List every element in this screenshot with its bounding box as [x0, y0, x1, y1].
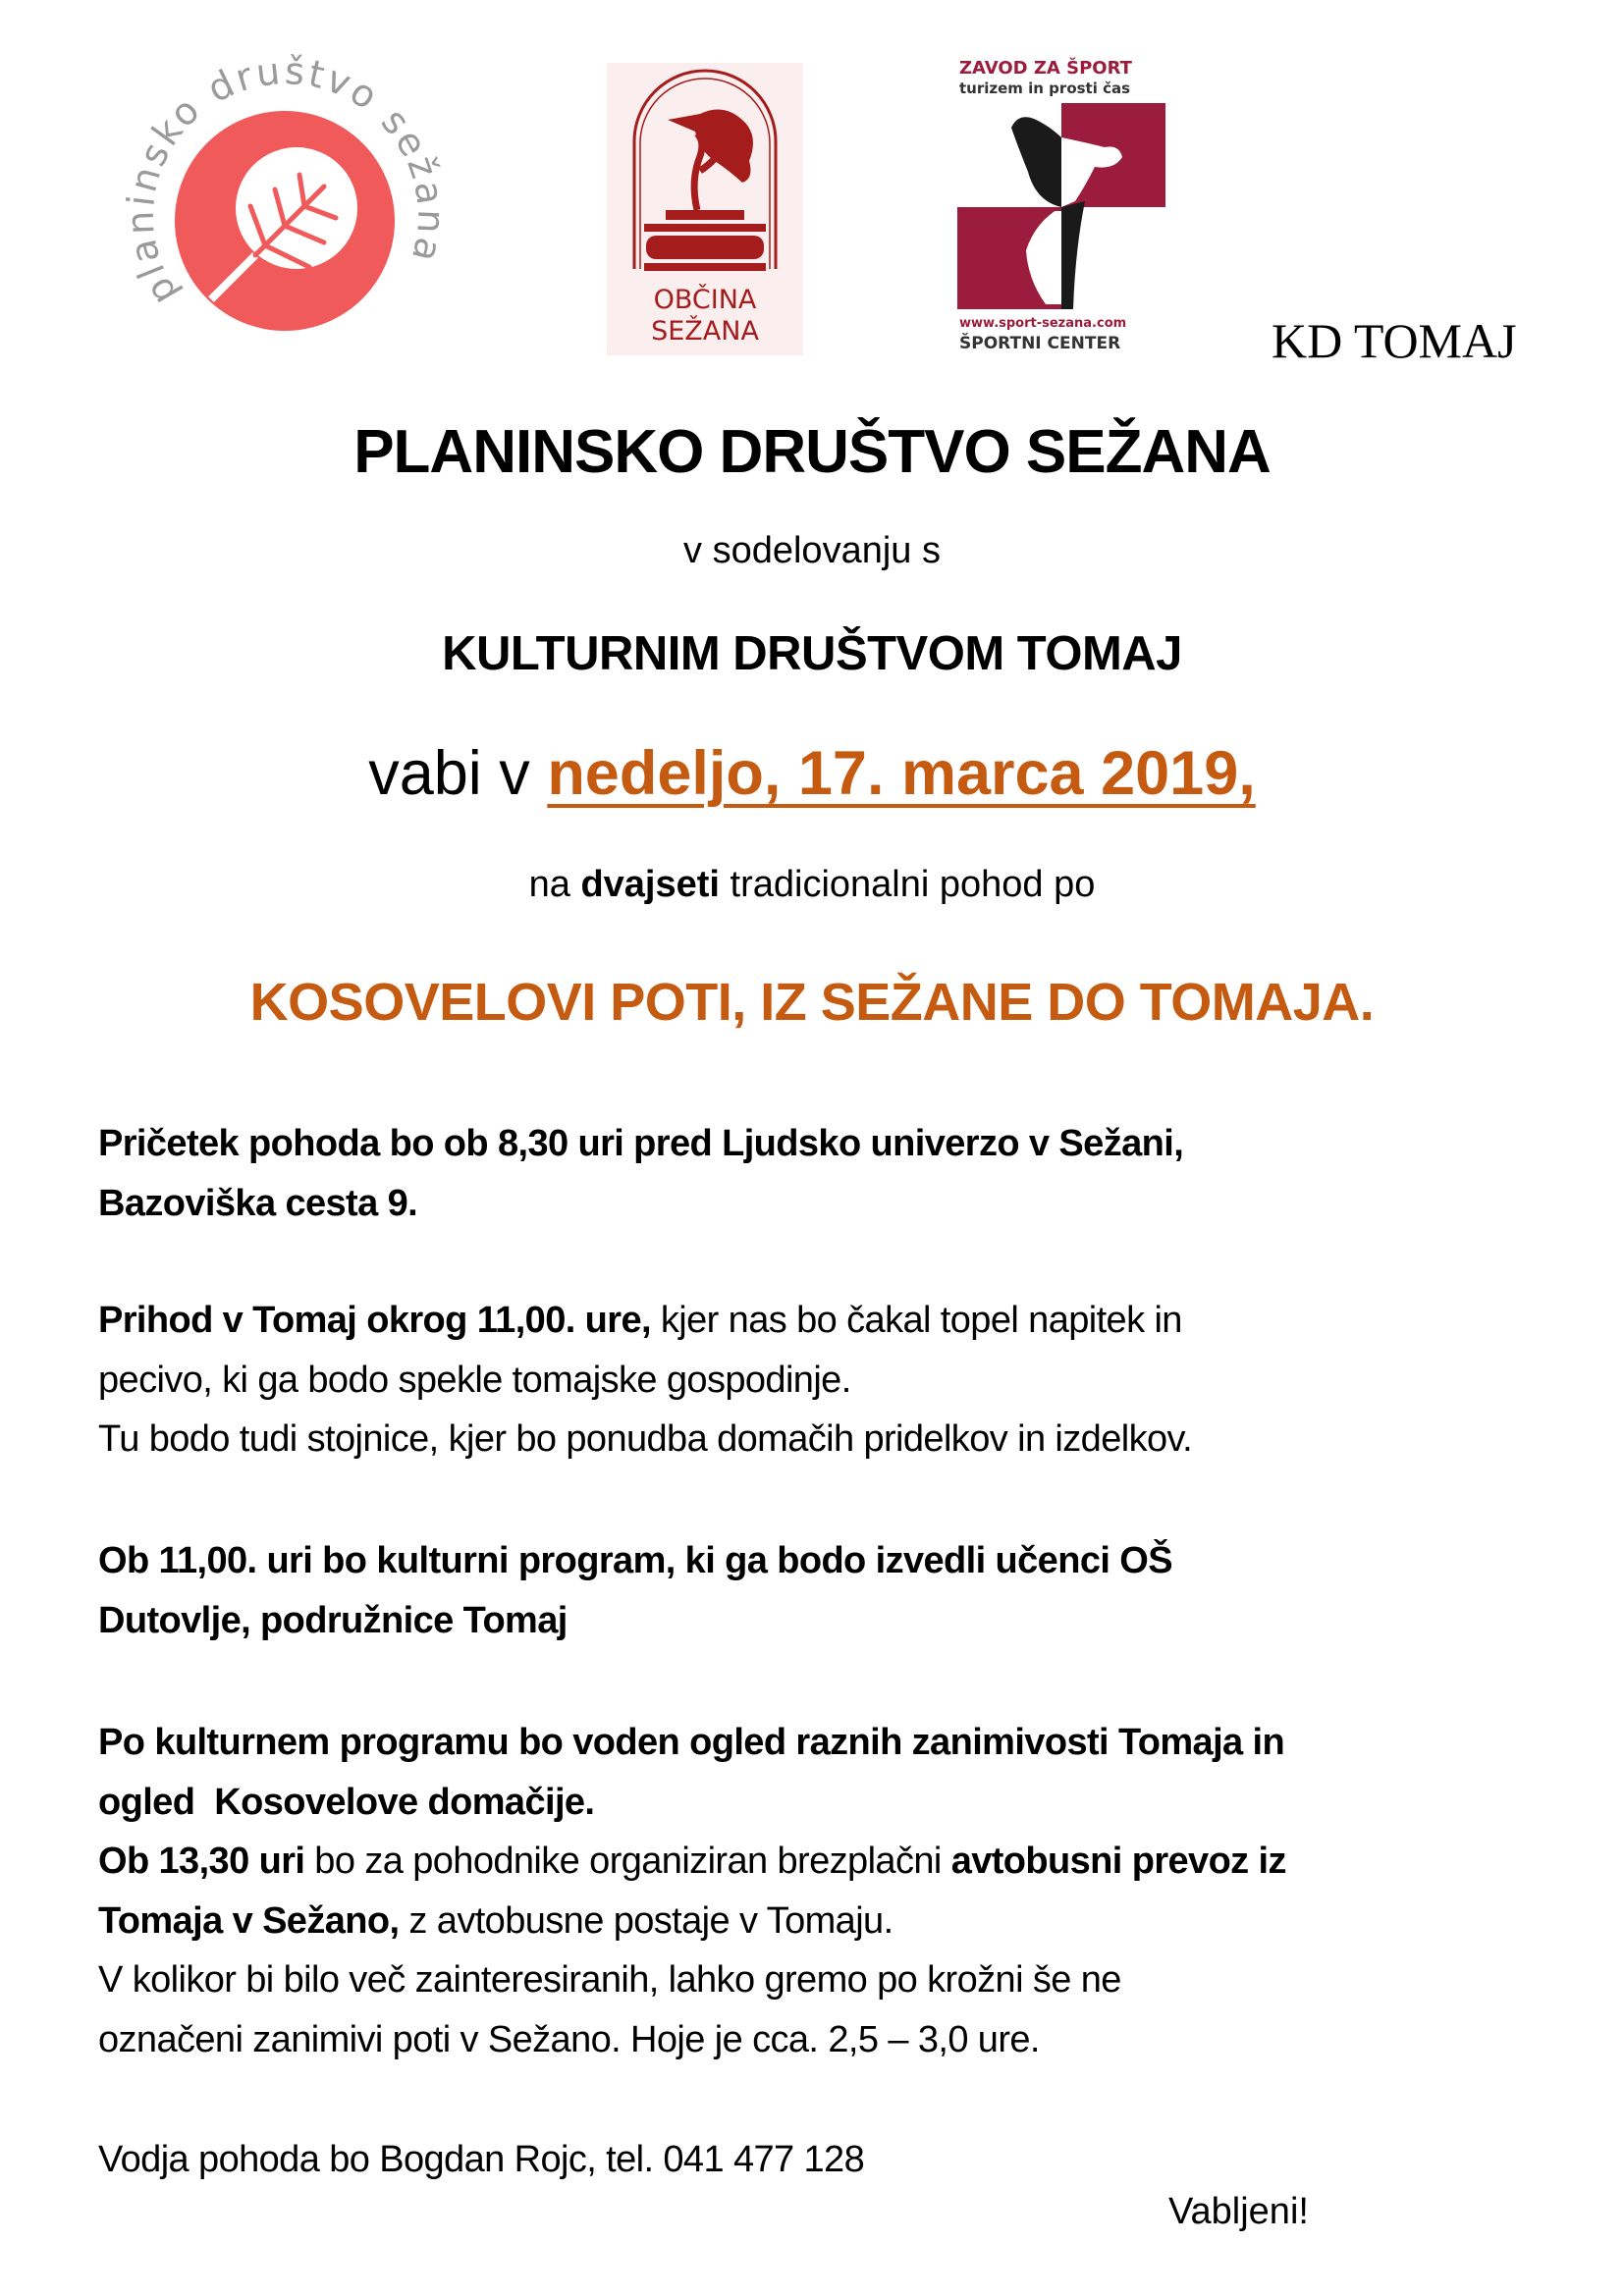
- bus-time: Ob 13,30 uri: [98, 1841, 305, 1882]
- text-line: V kolikor bi bilo več zainteresiranih, lahko gremo po krožni še ne: [98, 1959, 1121, 2001]
- text-line: označeni zanimivi poti v Sežano. Hoje je cca. 2,5 – 3,0 ure.: [98, 2018, 1040, 2060]
- text-span: z avtobusne postaje v Tomaju.: [399, 1899, 893, 1942]
- text-line: Tu bodo tudi stojnice, kjer bo ponudba domačih pridelkov in izdelkov.: [98, 1418, 1193, 1460]
- occasion-ordinal: dvajseti: [580, 864, 720, 905]
- closing-text: Vabljeni!: [1168, 2191, 1309, 2232]
- occasion-suffix: tradicionalni pohod po: [719, 864, 1096, 905]
- bus-transport: avtobusni prevoz iz: [950, 1841, 1286, 1882]
- page-title: PLANINSKO DRUŠTVO SEŽANA: [353, 418, 1271, 486]
- occasion-line: [0, 864, 1624, 906]
- text-line: [98, 1832, 1571, 1892]
- arrival-time: Prihod v Tomaj okrog 11,00. ure,: [98, 1300, 651, 1341]
- svg-text:SEŽANA: SEŽANA: [651, 316, 759, 347]
- text-line: Pričetek pohoda bo ob 8,30 uri pred Ljudsko univerzo v Sežani,: [98, 1123, 1184, 1164]
- subtitle: v sodelovanju s: [683, 530, 941, 571]
- text-line: Dutovlje, podružnice Tomaj: [98, 1599, 568, 1641]
- zavod-za-sport-logo: [957, 54, 1178, 358]
- svg-text:ŠPORTNI CENTER: ŠPORTNI CENTER: [959, 334, 1121, 353]
- leader-paragraph: [98, 2130, 1571, 2190]
- text-span: kjer nas bo čakal topel napitek in: [650, 1300, 1182, 1341]
- text-line: [98, 1892, 1571, 1951]
- tour-paragraph: [98, 1713, 1571, 2069]
- co-organizer-title: KULTURNIM DRUŠTVOM TOMAJ: [442, 627, 1182, 680]
- svg-text:www.sport-sezana.com: www.sport-sezana.com: [959, 316, 1127, 331]
- route-title: KOSOVELOVI POTI, IZ SEŽANE DO TOMAJA.: [249, 973, 1375, 1032]
- svg-text:turizem in prosti čas: turizem in prosti čas: [959, 80, 1131, 97]
- leader-contact: Vodja pohoda bo Bogdan Rojc, tel. 041 477 128: [98, 2139, 865, 2180]
- text-line: [98, 1291, 1571, 1351]
- svg-text:OBČINA: OBČINA: [653, 285, 757, 315]
- text-line: ogled Kosovelove domačije.: [98, 1781, 595, 1823]
- event-date: nedeljo, 17. marca 2019,: [547, 739, 1256, 808]
- svg-text:ZAVOD ZA ŠPORT: ZAVOD ZA ŠPORT: [959, 58, 1132, 79]
- text-line: Bazoviška cesta 9.: [98, 1182, 418, 1224]
- invite-prefix: vabi v: [368, 739, 548, 808]
- invitation-line: [0, 738, 1624, 809]
- text-line: Ob 11,00. uri bo kulturni program, ki ga bodo izvedli učenci OŠ: [98, 1540, 1172, 1581]
- bus-route: Tomaja v Sežano,: [98, 1899, 400, 1942]
- occasion-prefix: na: [528, 864, 581, 905]
- svg-text:planinsko društvo sežana: planinsko društvo sežana: [118, 49, 454, 313]
- text-span: bo za pohodnike organiziran brezplačni: [304, 1841, 951, 1882]
- program-paragraph: [98, 1531, 1571, 1650]
- kd-tomaj-label: KD TOMAJ: [1272, 313, 1517, 368]
- start-paragraph: [98, 1114, 1571, 1233]
- text-line: Po kulturnem programu bo voden ogled raznih zanimivosti Tomaja in: [98, 1722, 1285, 1763]
- obcina-sezana-logo: [607, 63, 803, 355]
- arrival-paragraph: [98, 1291, 1571, 1469]
- pd-sezana-logo: [118, 49, 471, 363]
- text-line: pecivo, ki ga bodo spekle tomajske gospodinje.: [98, 1359, 851, 1401]
